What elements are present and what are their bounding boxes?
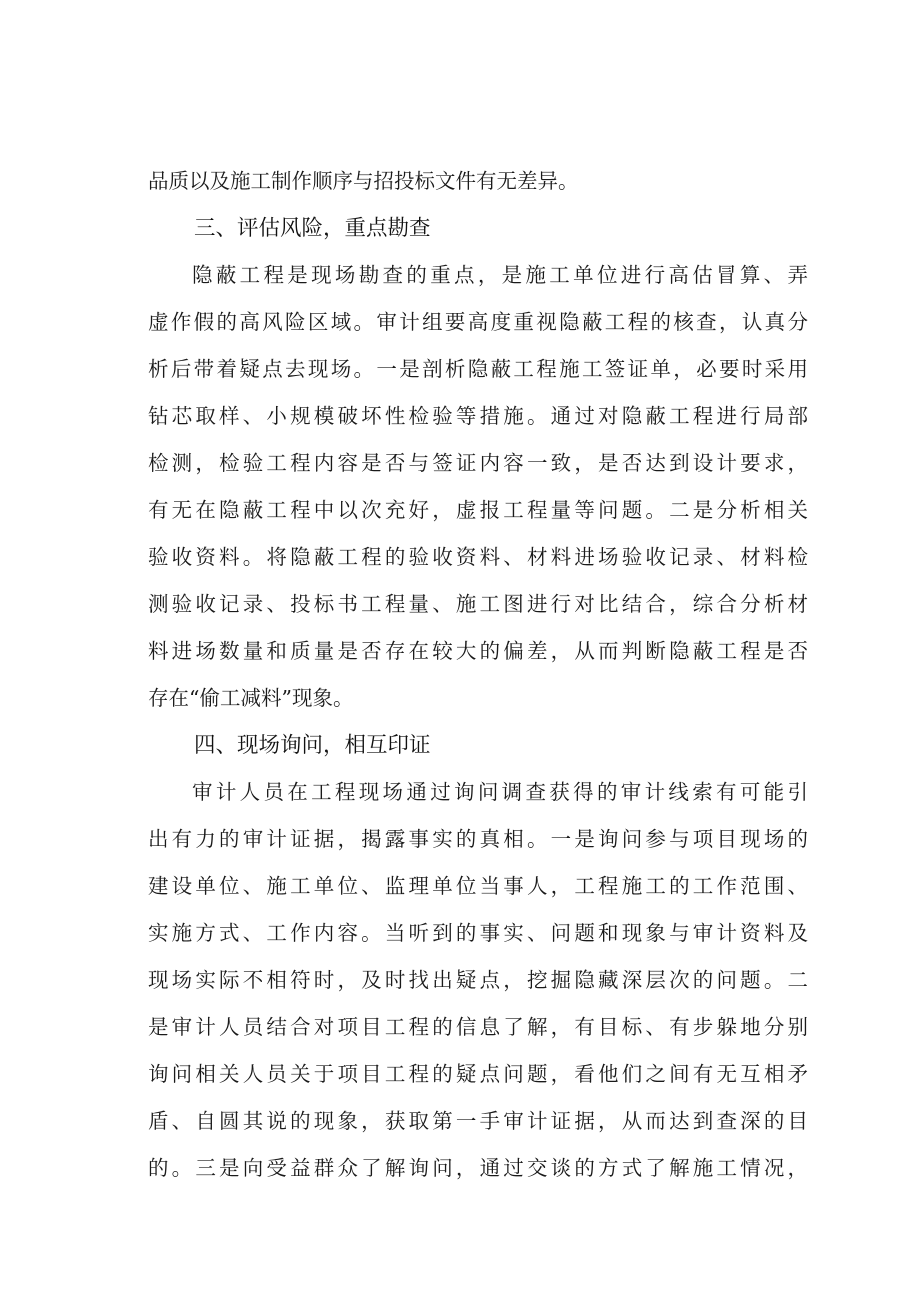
paragraph-line: 出有力的审计证据，揭露事实的真相。一是询问参与项目现场的	[148, 827, 808, 851]
paragraph-line: 检测，检验工程内容是否与签证内容一致，是否达到设计要求，	[148, 451, 808, 475]
paragraph-line: 审计人员在工程现场通过询问调查获得的审计线索有可能引	[192, 780, 808, 804]
paragraph-line: 建设单位、施工单位、监理单位当事人，工程施工的工作范围、	[148, 874, 808, 898]
paragraph-line: 实施方式、工作内容。当听到的事实、问题和现象与审计资料及	[148, 921, 808, 945]
paragraph-line: 验收资料。将隐蔽工程的验收资料、材料进场验收记录、材料检	[148, 545, 808, 569]
paragraph-line: 品质以及施工制作顺序与招投标文件有无差异。	[148, 169, 579, 193]
paragraph-line: 盾、自圆其说的现象，获取第一手审计证据，从而达到查深的目	[148, 1109, 808, 1133]
section-heading-3: 三、评估风险，重点勘查	[194, 216, 431, 241]
paragraph-line: 料进场数量和质量是否存在较大的偏差，从而判断隐蔽工程是否	[148, 639, 808, 663]
section-heading-4: 四、现场询问，相互印证	[194, 733, 431, 758]
paragraph-line: 虚作假的高风险区域。审计组要高度重视隐蔽工程的核查，认真分	[148, 310, 808, 334]
paragraph-line: 存在“偷工减料”现象。	[148, 686, 354, 710]
paragraph-line: 的。三是向受益群众了解询问，通过交谈的方式了解施工情况，	[148, 1156, 808, 1180]
paragraph-line: 钻芯取样、小规模破坏性检验等措施。通过对隐蔽工程进行局部	[148, 404, 808, 428]
paragraph-line: 是审计人员结合对项目工程的信息了解，有目标、有步躲地分别	[148, 1015, 808, 1039]
document-body	[148, 158, 808, 1192]
paragraph-line: 询问相关人员关于项目工程的疑点问题，看他们之间有无互相矛	[148, 1062, 808, 1086]
paragraph-line: 有无在隐蔽工程中以次充好，虚报工程量等问题。二是分析相关	[148, 498, 808, 522]
paragraph-line: 现场实际不相符时，及时找出疑点，挖掘隐藏深层次的问题。二	[148, 968, 808, 992]
paragraph-line: 析后带着疑点去现场。一是剖析隐蔽工程施工签证单，必要时采用	[148, 357, 808, 381]
paragraph-line: 隐蔽工程是现场勘查的重点，是施工单位进行高估冒算、弄	[192, 263, 808, 287]
paragraph-line: 测验收记录、投标书工程量、施工图进行对比结合，综合分析材	[148, 592, 808, 616]
